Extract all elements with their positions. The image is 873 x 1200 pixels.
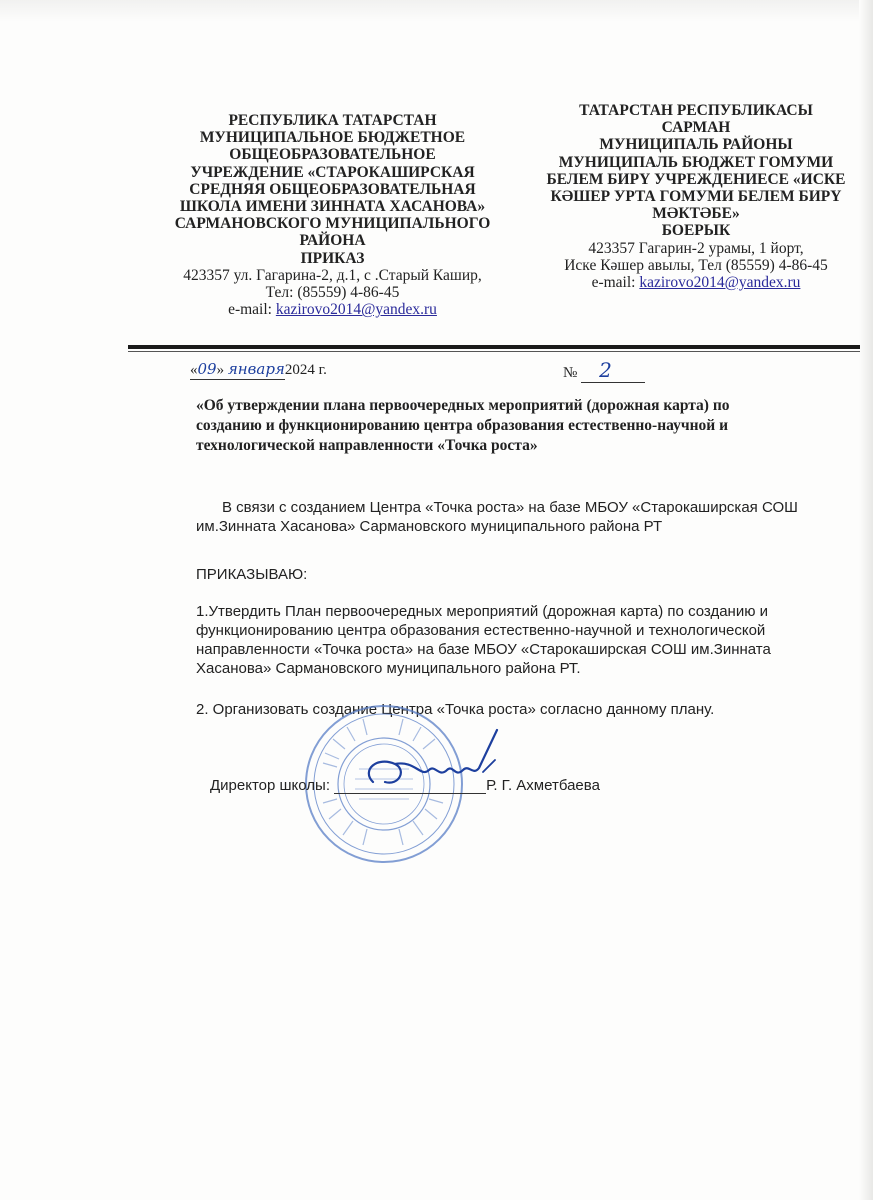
date-quote-close: » — [216, 362, 225, 378]
header-right-line: МӘКТӘБЕ» — [652, 205, 740, 223]
preamble: В связи с созданием Центра «Точка роста» на базе МБОУ «Старокаширская СОШ им.Зинната Хасанова» Сармановского муниципального района РТ — [196, 499, 798, 535]
header-right-line: МУНИЦИПАЛЬ БЮДЖЕТ ГОМУМИ — [558, 153, 834, 171]
header-right-phone: Иске Кәшер авылы, Тел (85559) 4-86-45 — [564, 256, 828, 274]
order-date — [190, 360, 327, 380]
header-left-line: СРЕДНЯЯ ОБЩЕОБРАЗОВАТЕЛЬНАЯ — [189, 180, 476, 198]
header-left-email-row — [140, 301, 525, 318]
date-month: января — [227, 360, 285, 378]
header-right — [530, 102, 862, 291]
email-link[interactable]: kazirovo2014@yandex.ru — [275, 301, 437, 319]
header-right-line: МУНИЦИПАЛЬ РАЙОНЫ — [599, 136, 793, 154]
header-divider-thick — [128, 345, 860, 349]
header-left-line: УЧРЕЖДЕНИЕ «СТАРОКАШИРСКАЯ — [190, 163, 475, 181]
email-label: e-mail: — [591, 274, 640, 292]
scan-edge-top — [0, 0, 873, 22]
signature-line — [334, 793, 486, 794]
header-right-line: БЕЛЕМ БИРҮ УЧРЕЖДЕНИЕСЕ «ИСКЕ — [546, 170, 846, 188]
order-item-2: 2. Организовать создание Центра «Точка роста» согласно данному плану. — [196, 701, 715, 718]
header-left-line: САРМАНОВСКОГО МУНИЦИПАЛЬНОГО — [174, 215, 491, 233]
header-left-line: МУНИЦИПАЛЬНОЕ БЮДЖЕТНОЕ — [199, 129, 466, 147]
number-label: № — [563, 365, 578, 381]
header-left-line: ШКОЛА ИМЕНИ ЗИННАТА ХАСАНОВА» — [179, 198, 486, 216]
order-word: ПРИКАЗЫВАЮ: — [196, 566, 308, 583]
header-right-address: 423357 Гагарин-2 урамы, 1 йорт, — [588, 239, 804, 257]
header-divider-thin — [128, 351, 860, 352]
header-right-line: КӘШЕР УРТА ГОМУМИ БЕЛЕМ БИРҮ — [550, 188, 842, 206]
director-position: Директор школы: — [210, 777, 330, 794]
header-left-line: РАЙОНА — [299, 232, 366, 250]
date-year: 2024 г. — [284, 362, 327, 378]
header-right-email-row — [530, 274, 862, 291]
email-link[interactable]: kazirovo2014@yandex.ru — [639, 274, 801, 292]
number-value: 2 — [581, 358, 645, 383]
header-left — [140, 112, 525, 318]
header-left-prikaz: ПРИКАЗ — [300, 249, 365, 267]
order-title: «Об утверждении плана первоочередных мероприятий (дорожная карта) по созданию и функционированию центра образования естественно-научной и технологической направленности «Точка роста» — [196, 397, 730, 454]
date-handwritten — [190, 360, 285, 380]
director-name: Р. Г. Ахметбаева — [486, 777, 600, 794]
date-quote-open: « — [190, 362, 198, 378]
handwritten-signature — [355, 720, 505, 810]
date-day: 09 — [197, 360, 217, 378]
header-left-phone: Тел: (85559) 4-86-45 — [265, 284, 400, 302]
header-left-line: РЕСПУБЛИКА ТАТАРСТАН — [228, 112, 437, 129]
email-label: e-mail: — [228, 301, 276, 319]
director-signature — [210, 777, 600, 794]
header-left-line: ОБЩЕОБРАЗОВАТЕЛЬНОЕ — [229, 146, 436, 164]
header-right-line: ТАТАРСТАН РЕСПУБЛИКАСЫ — [579, 102, 813, 119]
header-right-boeryk: БОЕРЫК — [661, 222, 731, 240]
order-number — [563, 358, 645, 383]
header-left-address: 423357 ул. Гагарина-2, д.1, с .Старый Кашир, — [183, 266, 482, 284]
order-item-1: 1.Утвердить План первоочередных мероприятий (дорожная карта) по созданию и функционированию центра образования естественно-научной и технологической направленности «Точка роста» на базе МБОУ «Старокаширская СОШ им.Зинната Хасанова» Сармановского муниципального района РТ. — [196, 603, 771, 677]
header-right-line: САРМАН — [661, 119, 731, 137]
